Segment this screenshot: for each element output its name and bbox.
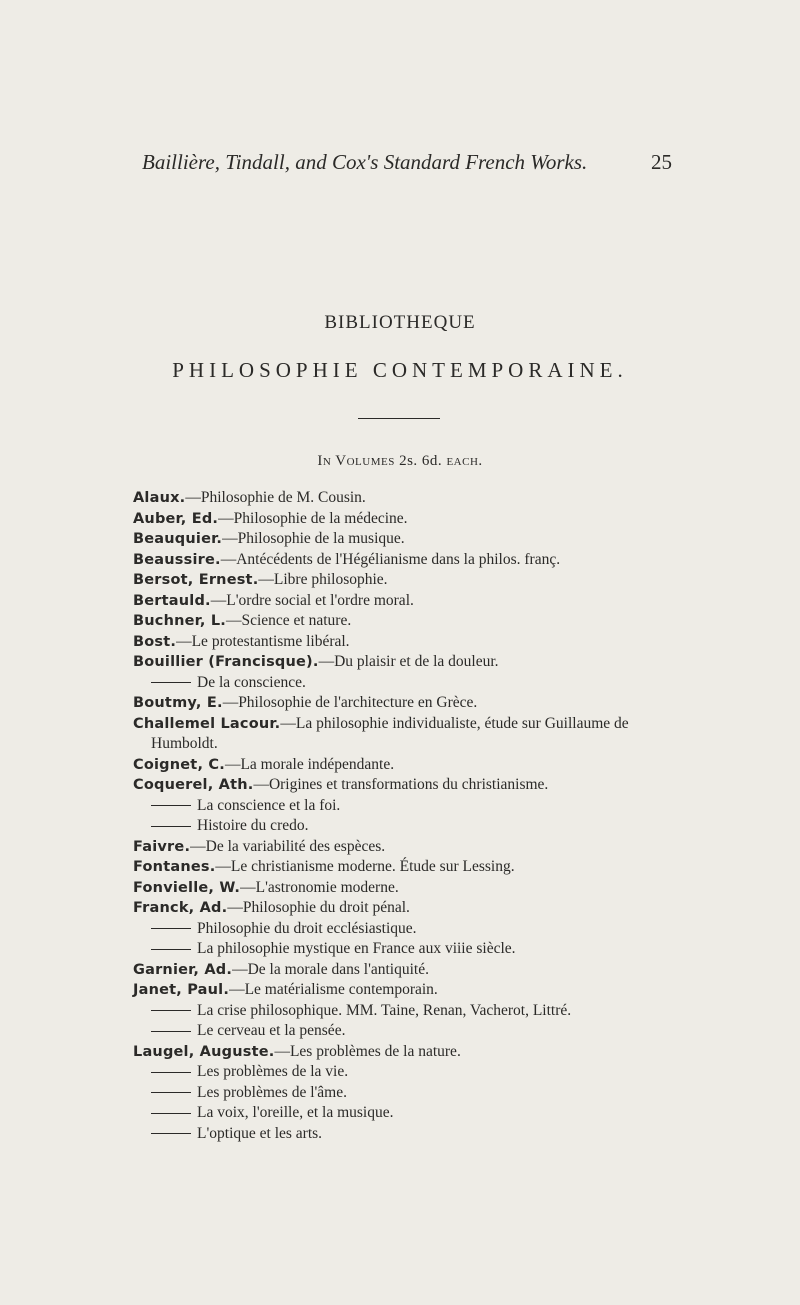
ditto-dash (151, 928, 191, 929)
entry-title: —Le protestantisme libéral. (176, 632, 350, 650)
entry-title: La crise philosophique. MM. Taine, Renan, Vacherot, Littré. (197, 1001, 572, 1019)
entry-author: Bersot, Ernest. (133, 572, 259, 588)
entry-author: Alaux. (133, 490, 186, 506)
book-list (133, 488, 678, 1144)
ditto-dash (151, 949, 191, 950)
book-entry (133, 488, 678, 509)
entry-author: Faivre. (133, 838, 191, 855)
ditto-dash (151, 1113, 191, 1114)
entry-author: Bertauld. (133, 592, 211, 609)
entry-title: —Le christianisme moderne. Étude sur Lessing. (215, 858, 515, 875)
entry-author: Coquerel, Ath. (133, 777, 254, 793)
book-entry (133, 1124, 678, 1145)
entry-title: —Philosophie de l'architecture en Grèce. (222, 694, 478, 711)
book-entry (133, 960, 678, 981)
book-entry (133, 939, 678, 960)
entry-author: Buchner, L. (133, 613, 226, 629)
book-entry (133, 837, 678, 858)
entry-author: Bouillier (Francisque). (133, 654, 319, 670)
book-entry (133, 1083, 678, 1104)
book-entry (133, 816, 678, 837)
entry-title: —Du plaisir et de la douleur. (318, 653, 499, 670)
book-entry (133, 1001, 678, 1022)
book-entry (133, 1062, 678, 1083)
book-entry (133, 878, 678, 899)
entry-title: —Antécédents de l'Hégélianisme dans la philos. franç. (220, 550, 561, 568)
book-entry (133, 796, 678, 817)
entry-title: Les problèmes de la vie. (197, 1063, 349, 1080)
entry-title: L'optique et les arts. (197, 1124, 323, 1142)
ditto-dash (151, 1133, 191, 1134)
entry-title: —Le matérialisme contemporain. (229, 981, 438, 998)
book-entry (133, 1021, 678, 1042)
ditto-dash (151, 826, 191, 827)
subheading-suffix: each. (446, 453, 483, 469)
book-entry (133, 755, 678, 776)
entry-title: —La morale indépendante. (224, 755, 395, 773)
entry-author: Auber, Ed. (133, 510, 219, 527)
divider-rule (358, 418, 440, 419)
book-entry (133, 1103, 678, 1124)
entry-author: Garnier, Ad. (133, 961, 233, 978)
entry-title: Le cerveau et la pensée. (197, 1022, 346, 1039)
subheading-price: 2s. 6d. (399, 453, 443, 469)
book-entry (133, 632, 678, 653)
page-number: 25 (651, 150, 672, 174)
entry-title: De la conscience. (197, 673, 306, 691)
running-head-title: Baillière, Tindall, and Cox's Standard French Works. (142, 150, 588, 174)
ditto-dash (151, 1072, 191, 1073)
ditto-dash (151, 805, 191, 806)
entry-author: Boutmy, E. (133, 695, 223, 711)
entry-author: Beauquier. (133, 531, 223, 547)
book-entry (133, 857, 678, 878)
book-entry (133, 980, 678, 1001)
heading-line-2: PHILOSOPHIE CONTEMPORAINE. (172, 358, 628, 382)
entry-title: —Philosophie du droit pénal. (227, 899, 410, 916)
entry-title: —Philosophie de M. Cousin. (185, 489, 366, 506)
book-entry (133, 898, 678, 919)
entry-title: —De la morale dans l'antiquité. (232, 960, 429, 978)
book-entry (133, 529, 678, 550)
entry-author: Bost. (133, 633, 177, 650)
book-entry (133, 591, 678, 612)
running-head (142, 150, 672, 175)
book-entry (133, 570, 678, 591)
book-entry (133, 509, 678, 530)
entry-title: —Libre philosophie. (258, 571, 388, 588)
book-entry (133, 673, 678, 694)
book-entry (133, 550, 678, 571)
subheading (0, 453, 800, 470)
entry-title: —Les problèmes de la nature. (274, 1042, 461, 1060)
entry-author: Challemel Lacour. (133, 715, 281, 732)
entry-title: Histoire du credo. (197, 817, 309, 834)
ditto-dash (151, 1031, 191, 1032)
entry-author: Franck, Ad. (133, 900, 228, 916)
book-entry (133, 652, 678, 673)
ditto-dash (151, 1092, 191, 1093)
entry-author: Fonvielle, W. (133, 879, 241, 896)
entry-title: La voix, l'oreille, et la musique. (197, 1104, 394, 1121)
entry-author: Coignet, C. (133, 756, 225, 773)
entry-title: —Science et nature. (225, 612, 352, 629)
entry-title: —Philosophie de la musique. (222, 530, 405, 547)
entry-title: —De la variabilité des espèces. (190, 837, 386, 855)
entry-title: —Origines et transformations du christianisme. (253, 776, 549, 793)
entry-title: —L'astronomie moderne. (240, 878, 399, 896)
entry-author: Janet, Paul. (133, 982, 230, 998)
ditto-dash (151, 1010, 191, 1011)
entry-author: Beaussire. (133, 551, 221, 568)
entry-title: —L'ordre social et l'ordre moral. (210, 591, 414, 609)
book-entry (133, 693, 678, 714)
entry-title: —La philosophie individualiste, étude sur Guillaume de Humboldt. (151, 714, 629, 752)
entry-title: La philosophie mystique en France aux viiie siècle. (197, 940, 516, 957)
subheading-prefix: In Volumes (317, 453, 395, 469)
entry-author: Fontanes. (133, 859, 216, 875)
ditto-dash (151, 682, 191, 683)
book-entry (133, 775, 678, 796)
heading-line-1: BIBLIOTHEQUE (324, 312, 476, 333)
book-entry (133, 919, 678, 940)
entry-title: Les problèmes de l'âme. (197, 1083, 347, 1101)
book-entry (133, 611, 678, 632)
entry-title: La conscience et la foi. (197, 796, 341, 814)
book-entry (133, 714, 678, 755)
book-entry (133, 1042, 678, 1063)
entry-title: —Philosophie de la médecine. (218, 509, 408, 527)
entry-author: Laugel, Auguste. (133, 1043, 275, 1060)
entry-title: Philosophie du droit ecclésiastique. (197, 919, 417, 937)
